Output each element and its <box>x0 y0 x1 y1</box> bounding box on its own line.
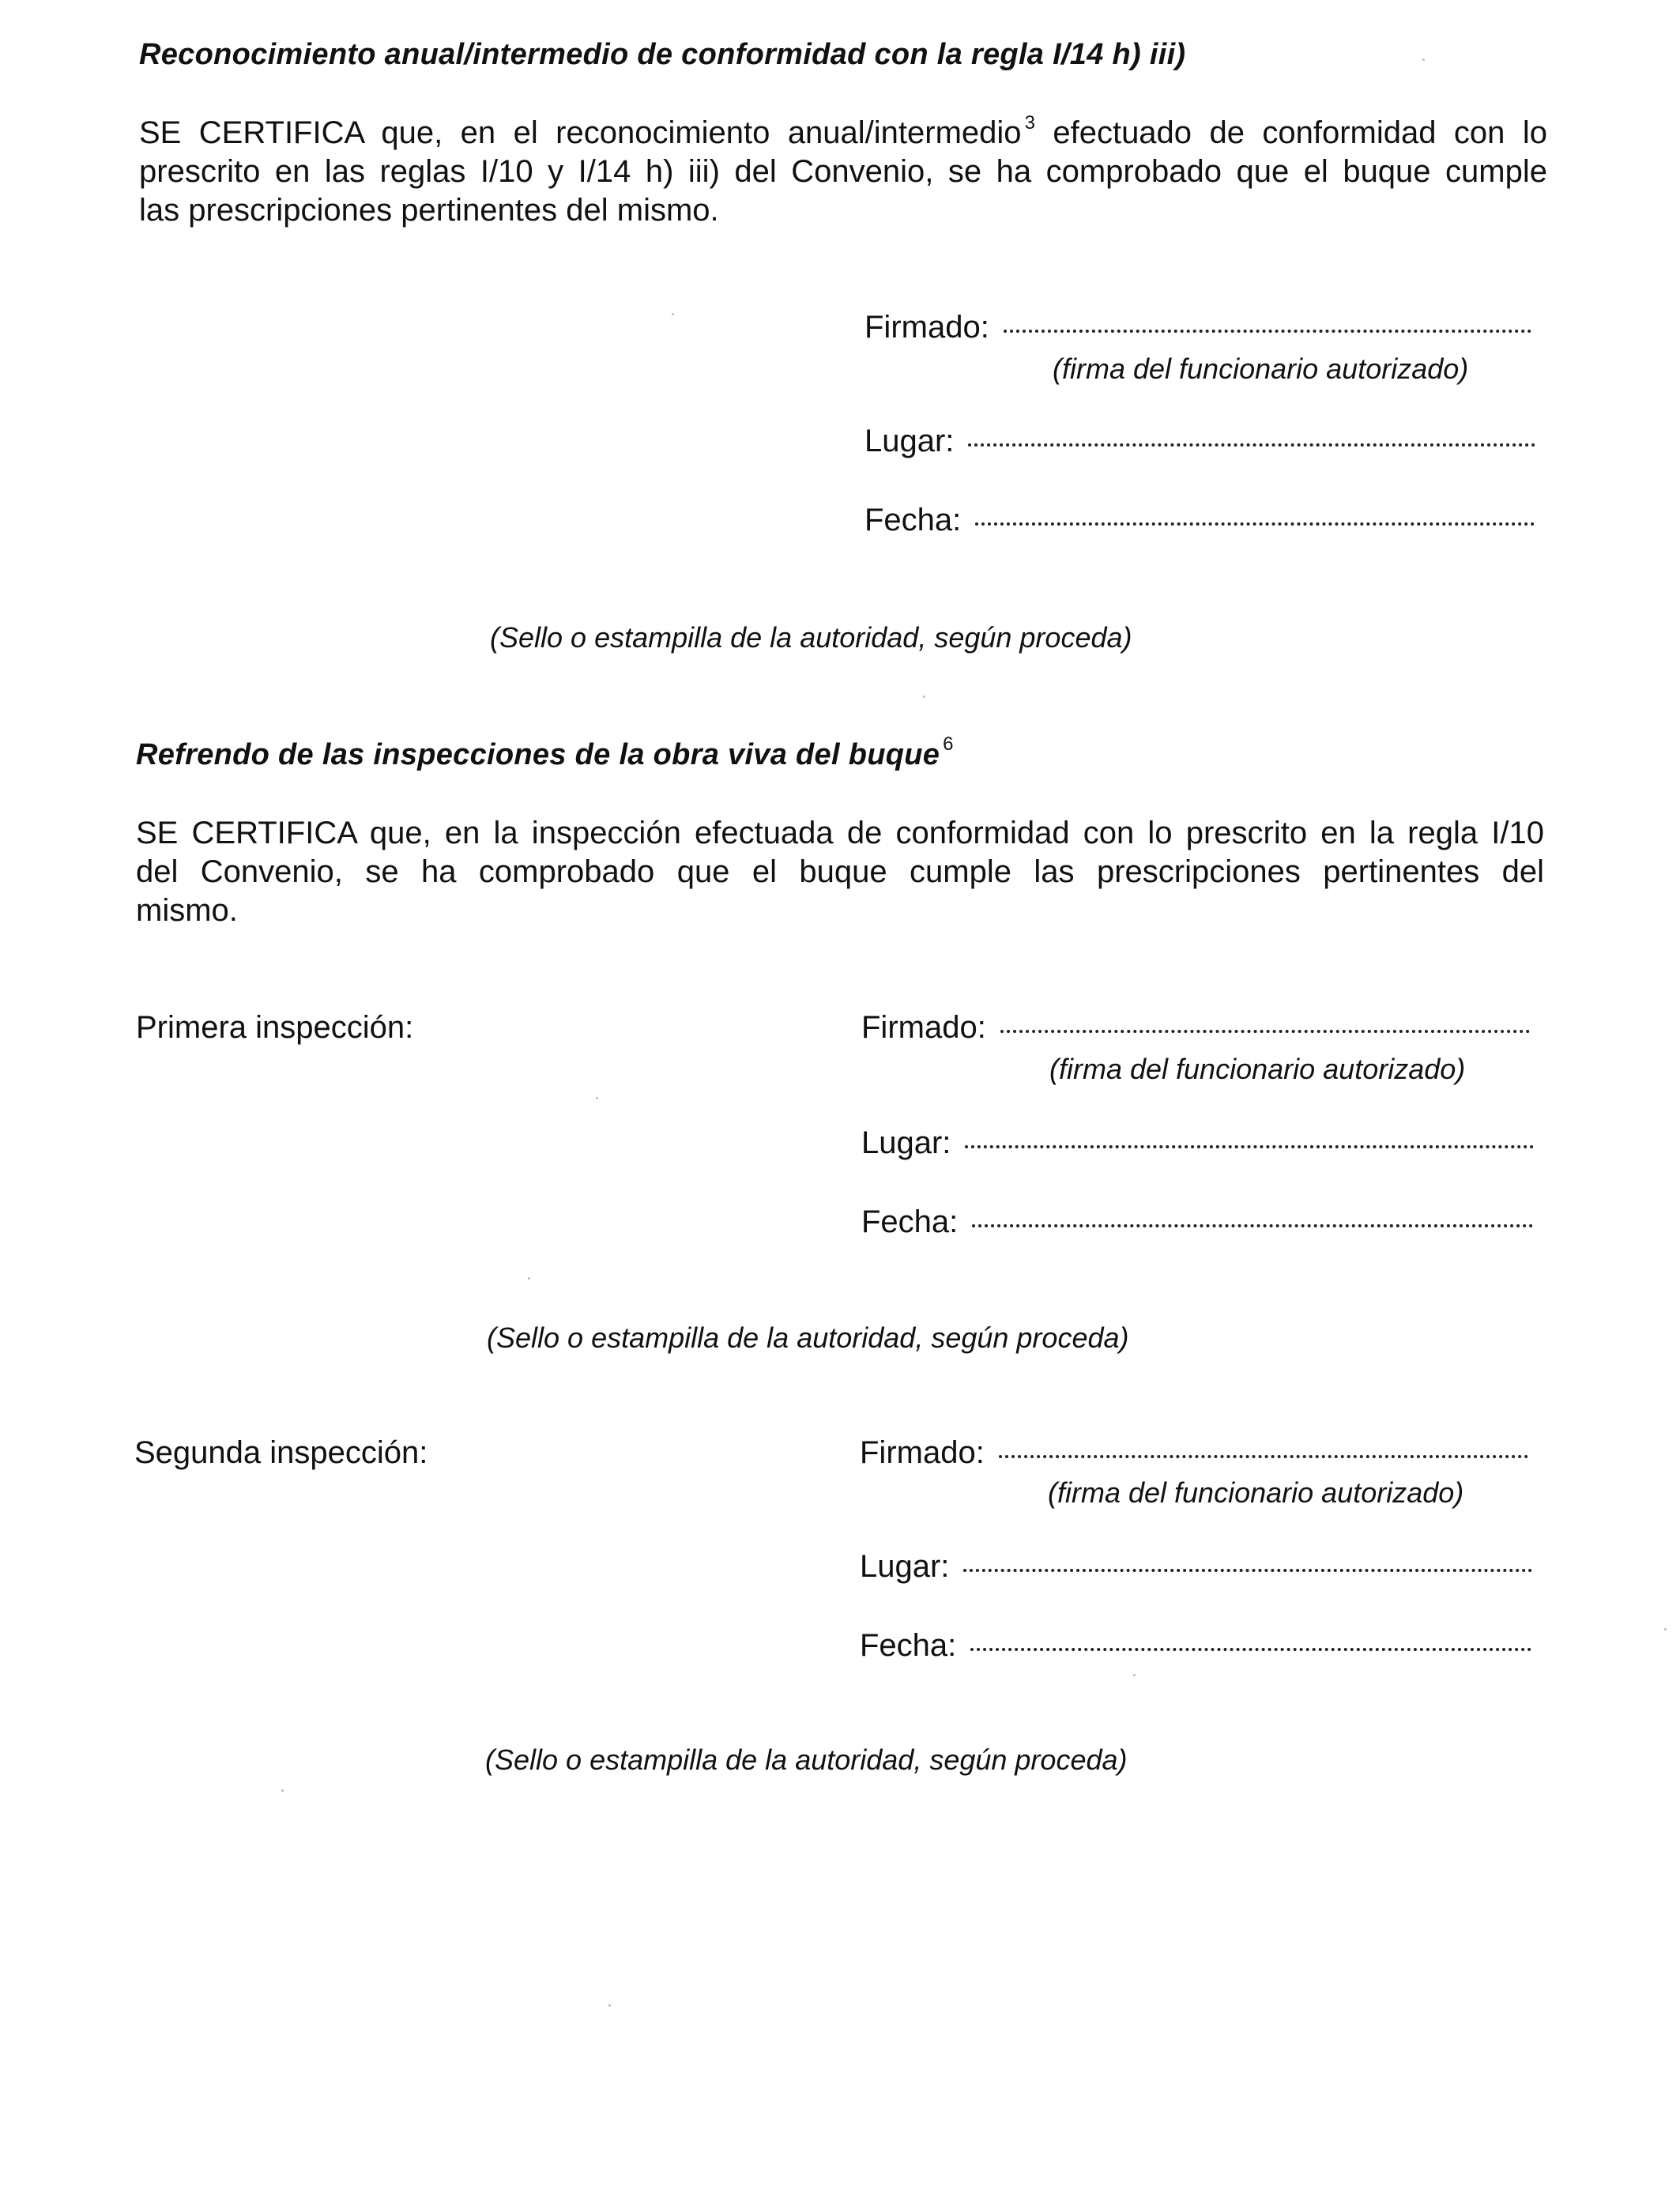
second-place-field[interactable] <box>860 1549 1532 1585</box>
section2-body-line2: del Convenio, se ha comprobado que el buque cumple las prescripciones pertinentes del <box>136 854 1544 889</box>
second-stamp-note: (Sello o estampilla de la autoridad, según proceda) <box>485 1744 1128 1776</box>
scan-speck <box>596 1097 598 1099</box>
first-signature-note: (firma del funcionario autorizado) <box>1049 1053 1466 1085</box>
section2-body-line3: mismo. <box>136 893 238 928</box>
date-line[interactable] <box>970 1648 1531 1651</box>
section2-body-line1: SE CERTIFICA que, en la inspección efectuada de conformidad con lo prescrito en la regla I/10 <box>136 816 1544 850</box>
place-label: Lugar: <box>864 424 955 458</box>
section2-body <box>136 814 1544 930</box>
section2-heading-text: Refrendo de las inspecciones de la obra viva del buque <box>136 738 940 771</box>
first-inspection-label: Primera inspección: <box>136 1010 414 1045</box>
scan-speck <box>1133 1674 1136 1676</box>
scan-speck <box>923 696 925 698</box>
scan-speck <box>281 1789 284 1792</box>
section1-stamp-note: (Sello o estampilla de la autoridad, según proceda) <box>490 621 1132 654</box>
section1-signature-note: (firma del funcionario autorizado) <box>1053 352 1469 385</box>
first-date-field[interactable] <box>861 1204 1533 1240</box>
first-signed-field[interactable] <box>861 1010 1530 1046</box>
section1-heading <box>139 38 1185 72</box>
place-line[interactable] <box>965 1145 1534 1148</box>
section1-date-field[interactable] <box>864 503 1535 538</box>
signed-label: Firmado: <box>860 1435 985 1470</box>
section1-body-line3: las prescripciones pertinentes del mismo. <box>139 193 719 228</box>
date-line[interactable] <box>972 1224 1533 1227</box>
scan-speck <box>1664 1628 1667 1630</box>
scan-speck <box>1422 58 1425 61</box>
date-label: Fecha: <box>860 1628 957 1663</box>
signature-line[interactable] <box>1000 1030 1530 1033</box>
signature-line[interactable] <box>1004 330 1531 333</box>
date-label: Fecha: <box>864 503 962 537</box>
place-label: Lugar: <box>860 1549 950 1584</box>
scan-speck <box>528 1277 530 1280</box>
first-place-field[interactable] <box>861 1125 1534 1161</box>
section1-heading-text: Reconocimiento anual/intermedio de conformidad con la regla I/14 h) iii) <box>139 38 1186 71</box>
second-signature-note: (firma del funcionario autorizado) <box>1048 1476 1464 1509</box>
signed-label: Firmado: <box>864 310 989 345</box>
second-signed-field[interactable] <box>860 1435 1528 1471</box>
section1-signed-field[interactable] <box>864 310 1531 345</box>
date-label: Fecha: <box>861 1204 959 1239</box>
section1-body-line1: SE CERTIFICA que, en el reconocimiento anual/intermedio $^3$ efectuado de conformidad con lo <box>139 112 1547 150</box>
footnote-ref-6: 6 <box>943 733 954 755</box>
section1-place-field[interactable] <box>864 424 1535 459</box>
scan-speck <box>608 2004 611 2007</box>
date-line[interactable] <box>975 522 1535 526</box>
second-inspection-label: Segunda inspección: <box>134 1435 428 1470</box>
section1-body-line2: prescrito en las reglas I/10 y I/14 h) iii) del Convenio, se ha comprobado que el buque cumple <box>139 154 1547 189</box>
place-line[interactable] <box>963 1569 1532 1572</box>
place-label: Lugar: <box>861 1125 951 1160</box>
signed-label: Firmado: <box>861 1010 986 1045</box>
signature-line[interactable] <box>999 1455 1528 1458</box>
footnote-ref-3: 3 <box>1024 112 1035 134</box>
section1-body <box>139 114 1547 230</box>
second-date-field[interactable] <box>860 1628 1531 1664</box>
place-line[interactable] <box>968 443 1535 447</box>
scan-speck <box>672 313 674 315</box>
first-stamp-note: (Sello o estampilla de la autoridad, según proceda) <box>487 1321 1129 1354</box>
section2-heading <box>136 733 954 772</box>
